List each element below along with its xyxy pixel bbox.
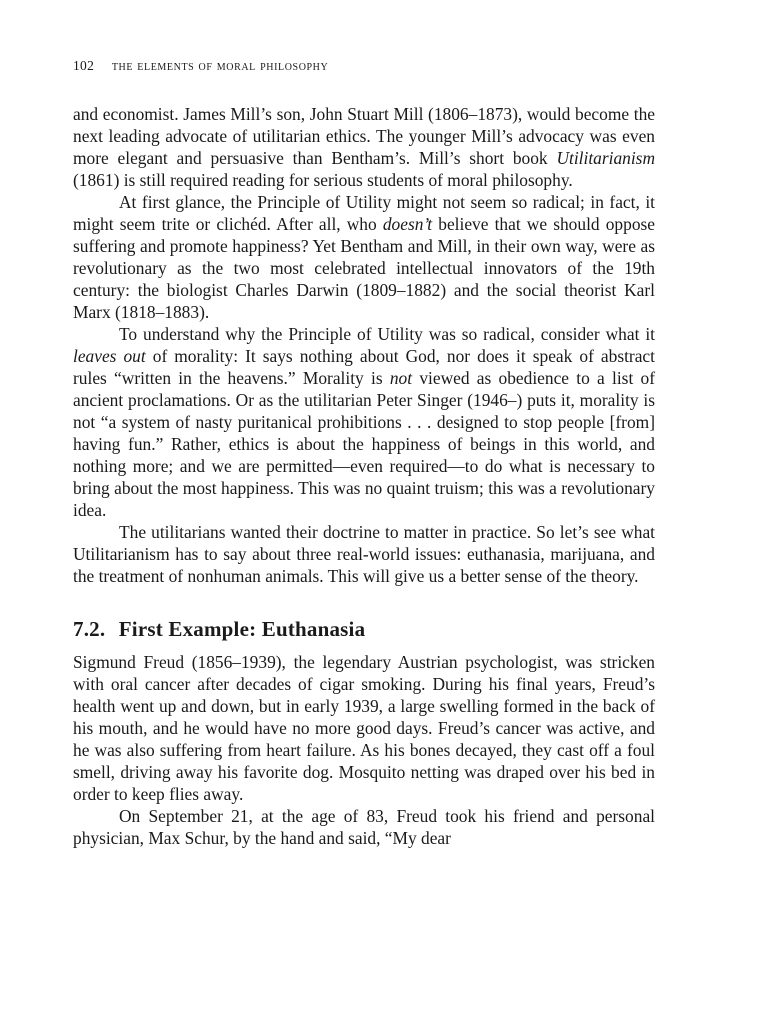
paragraph: [73, 521, 655, 587]
body-text-before-section: [73, 103, 655, 587]
page-number: 102: [73, 58, 95, 73]
text-run: Sigmund Freud (1856–1939), the legendary Austrian psychologist, was stricken with oral cancer after decades of cigar smoking. During his final years, Freud’s health went up and down, but in early 1939, a large swelling formed in the back of his mouth, and he would have no more good days. Freud’s cancer was active, and he was also suffering from heart failure. As his bones decayed, they cast off a foul smell, driving away his favorite dog. Mosquito netting was draped over his bed in order to keep flies away.: [73, 652, 655, 804]
italic-text: doesn’t: [382, 214, 433, 234]
paragraph: [73, 651, 655, 805]
text-run: At first glance, the Principle of Utility might not seem so radical; in fact, it might seem trite or clichéd. After all, who: [73, 192, 655, 234]
text-run: (1861) is still required reading for serious students of moral philosophy.: [73, 170, 573, 190]
paragraph: [73, 103, 655, 191]
italic-text: leaves out: [73, 346, 146, 366]
running-head-title: the elements of moral philosophy: [111, 58, 329, 74]
section-number: 7.2.: [73, 617, 106, 641]
section-heading: [73, 615, 655, 643]
body-text-after-section: [73, 651, 655, 849]
italic-text: Utilitarianism: [556, 148, 655, 168]
running-head: [73, 50, 655, 82]
text-run: viewed as obedience to a list of ancient proclamations. Or as the utilitarian Peter Singer (1946–) puts it, morality is not “a system of nasty puritanical prohibitions . . . designed to stop people [from] having fun.” Rather, ethics is about the happiness of beings in this world, and nothing more; and we are permitted—even required—to do what is necessary to bring about the most happiness. This was no quaint truism; this was a revolutionary idea.: [73, 368, 656, 520]
text-run: To understand why the Principle of Utility was so radical, consider what it: [119, 324, 655, 344]
paragraph: [73, 805, 655, 849]
text-run: believe that we should oppose suffering and promote happiness? Yet Bentham and Mill, in their own way, were as revolutionary as the two most celebrated intellectual innovators of the 19th century: the biologist Charles Darwin (1809–1882) and the social theorist Karl Marx (1818–1883).: [73, 214, 656, 322]
section-title: First Example: Euthanasia: [118, 617, 366, 641]
text-run: On September 21, at the age of 83, Freud took his friend and personal physician, Max Schur, by the hand and said, “My dear: [73, 806, 655, 848]
paragraph: [73, 191, 655, 323]
text-run: and economist. James Mill’s son, John Stuart Mill (1806–1873), would become the next leading advocate of utilitarian ethics. The younger Mill’s advocacy was even more elegant and persuasive than Bentham’s. Mill’s short book: [73, 104, 655, 168]
book-page: [73, 50, 655, 849]
paragraph: [73, 323, 655, 521]
text-run: of morality: It says nothing about God, nor does it speak of abstract rules “written in the heavens.” Morality is: [73, 346, 655, 388]
text-run: The utilitarians wanted their doctrine to matter in practice. So let’s see what Utilitarianism has to say about three real-world issues: euthanasia, marijuana, and the treatment of nonhuman animals. This will give us a better sense of the theory.: [73, 522, 655, 586]
italic-text: not: [389, 368, 413, 388]
